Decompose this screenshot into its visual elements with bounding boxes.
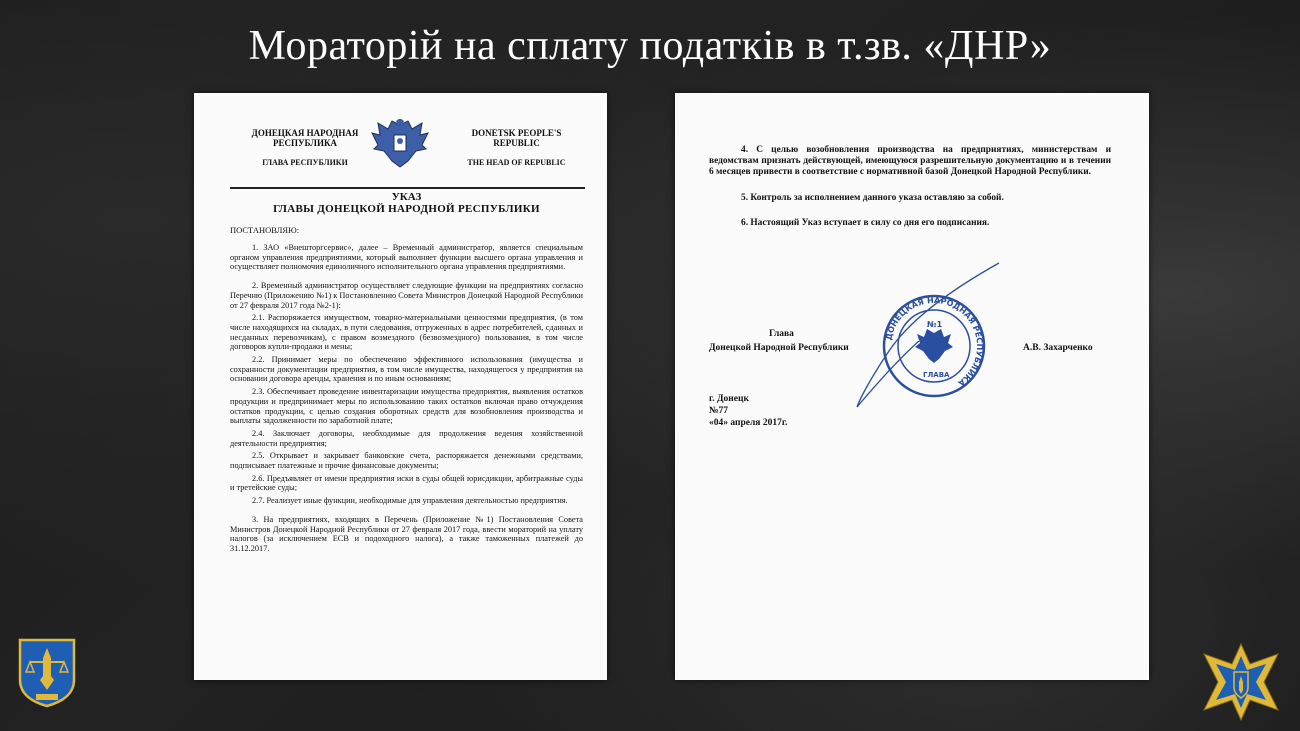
decree-title: УКАЗ: [391, 191, 422, 203]
issue-place-block: [709, 393, 787, 429]
decree-intro: ПОСТАНОВЛЯЮ:: [230, 225, 300, 235]
prosecutor-emblem-icon: [16, 636, 78, 708]
slide-title: Мораторій на сплату податків в т.зв. «ДНР»: [248, 23, 1052, 69]
paragraph-2-3: 2.3. Обеспечивает проведение инвентаризации имущества предприятия, выявления остатков продукции и предпринимает меры по использованию таких остатков включая право отчуждения остатков продукции, с целью создания оборотных средств для возобновления производства и выплаты задолженности по заработной плате;: [230, 387, 583, 426]
header-left-sub: ГЛАВА РЕСПУБЛИКИ: [262, 158, 348, 167]
header-divider: [230, 187, 585, 189]
header-right-line2: REPUBLIC: [493, 138, 540, 148]
decree-number: №77: [709, 406, 729, 416]
header-right-line1: DONETSK PEOPLE'S: [471, 128, 562, 138]
sbu-emblem-icon: [1198, 642, 1284, 722]
sign-name: А.В. Захарченко: [1023, 343, 1093, 353]
seal-number: №1: [927, 320, 943, 329]
header-left-line1: ДОНЕЦКАЯ НАРОДНАЯ: [251, 128, 359, 138]
seal-text: ДОНЕЦКАЯ НАРОДНАЯ РЕСПУБЛИКА: [884, 295, 985, 388]
paragraph-1: 1. ЗАО «Внешторгсервис», далее – Временный администратор, является специальным органом управления предприятиями, который выполняет функции высшего органа управления и осуществляет полномочия единоличного исполнительного органа управления предприятиями.: [230, 243, 583, 272]
paragraph-2-4: 2.4. Заключает договоры, необходимые для продолжения ведения хозяйственной деятельности предприятия;: [230, 428, 583, 448]
header-right-sub: THE HEAD OF REPUBLIC: [467, 158, 566, 167]
header-left: [240, 128, 370, 168]
header-right: [454, 128, 579, 168]
decree-subtitle: ГЛАВЫ ДОНЕЦКОЙ НАРОДНОЙ РЕСПУБЛИКИ: [273, 203, 540, 215]
decree-page-1: [194, 93, 607, 680]
paragraph-2-5: 2.5. Открывает и закрывает банковские счета, распоряжается денежными средствами, подписывает платежные и прочие финансовые документы;: [230, 451, 583, 471]
paragraph-5: 5. Контроль за исполнением данного указа оставляю за собой.: [741, 192, 1004, 203]
paragraph-4: 4. С целью возобновления производства на предприятиях, министерствам и ведомствам признать действующей, имеющуюся разрешительную документацию и в течении 6 месяцев привести в соответствие с нормативной базой Донецкой Народной Республики.: [709, 145, 1111, 178]
sign-role-line2: Донецкой Народной Республики: [709, 343, 849, 353]
paragraph-2-6: 2.6. Предъявляет от имени предприятия иски в суды общей юрисдикции, арбитражные суды и третейские суды;: [230, 473, 583, 493]
eagle-emblem-icon: [370, 119, 430, 171]
sign-role-line1: Глава: [769, 329, 794, 339]
paragraph-2: 2. Временный администратор осуществляет следующие функции на предприятиях согласно Перечню (Приложению №1) к Постановлению Совета Министров Донецкой Народной Республики от 27 февраля 2017 года №2-1):: [230, 281, 583, 310]
header-left-line2: РЕСПУБЛИКА: [272, 138, 338, 148]
paragraph-2-1: 2.1. Распоряжается имуществом, товарно-материальными ценностями предприятия, (в том числе находящихся на складах, в пути следования, отгруженных в адрес потребителей, сданных и несданных перевозчикам), с правом возмездного (безвозмездного) пользования, в том числе договоров купли-продажи и мены;: [230, 313, 583, 352]
paragraph-2-7: 2.7. Реализует иные функции, необходимые для управления деятельностью предприятия.: [252, 496, 568, 506]
decree-header: [230, 123, 583, 183]
paragraph-3: 3. На предприятиях, входящих в Перечень (Приложение №1) Постановления Совета Министров Донецкой Народной Республики от 27 февраля 2017 года, ввести мораторий на уплату налогов (за исключением ЕСВ и подоходного налога), а также таможенных платежей до 31.12.2017.: [230, 514, 583, 553]
paragraph-6: 6. Настоящий Указ вступает в силу со дня его подписания.: [741, 217, 990, 228]
decree-date: «04» апреля 2017г.: [709, 418, 788, 428]
issue-place: г. Донецк: [709, 394, 749, 404]
seal-bottom: ГЛАВА: [923, 371, 950, 379]
signature-scribble-icon: [849, 261, 1009, 411]
paragraph-2-2: 2.2. Принимает меры по обеспечению эффективного использования (имущества и сохранности документации предприятия, в том числе имущества, находящегося у предприятия на основании договора аренды, хранения и по иным основаниям;: [230, 355, 583, 384]
decree-page-2: [675, 93, 1149, 680]
decree-title-block: [230, 191, 583, 215]
